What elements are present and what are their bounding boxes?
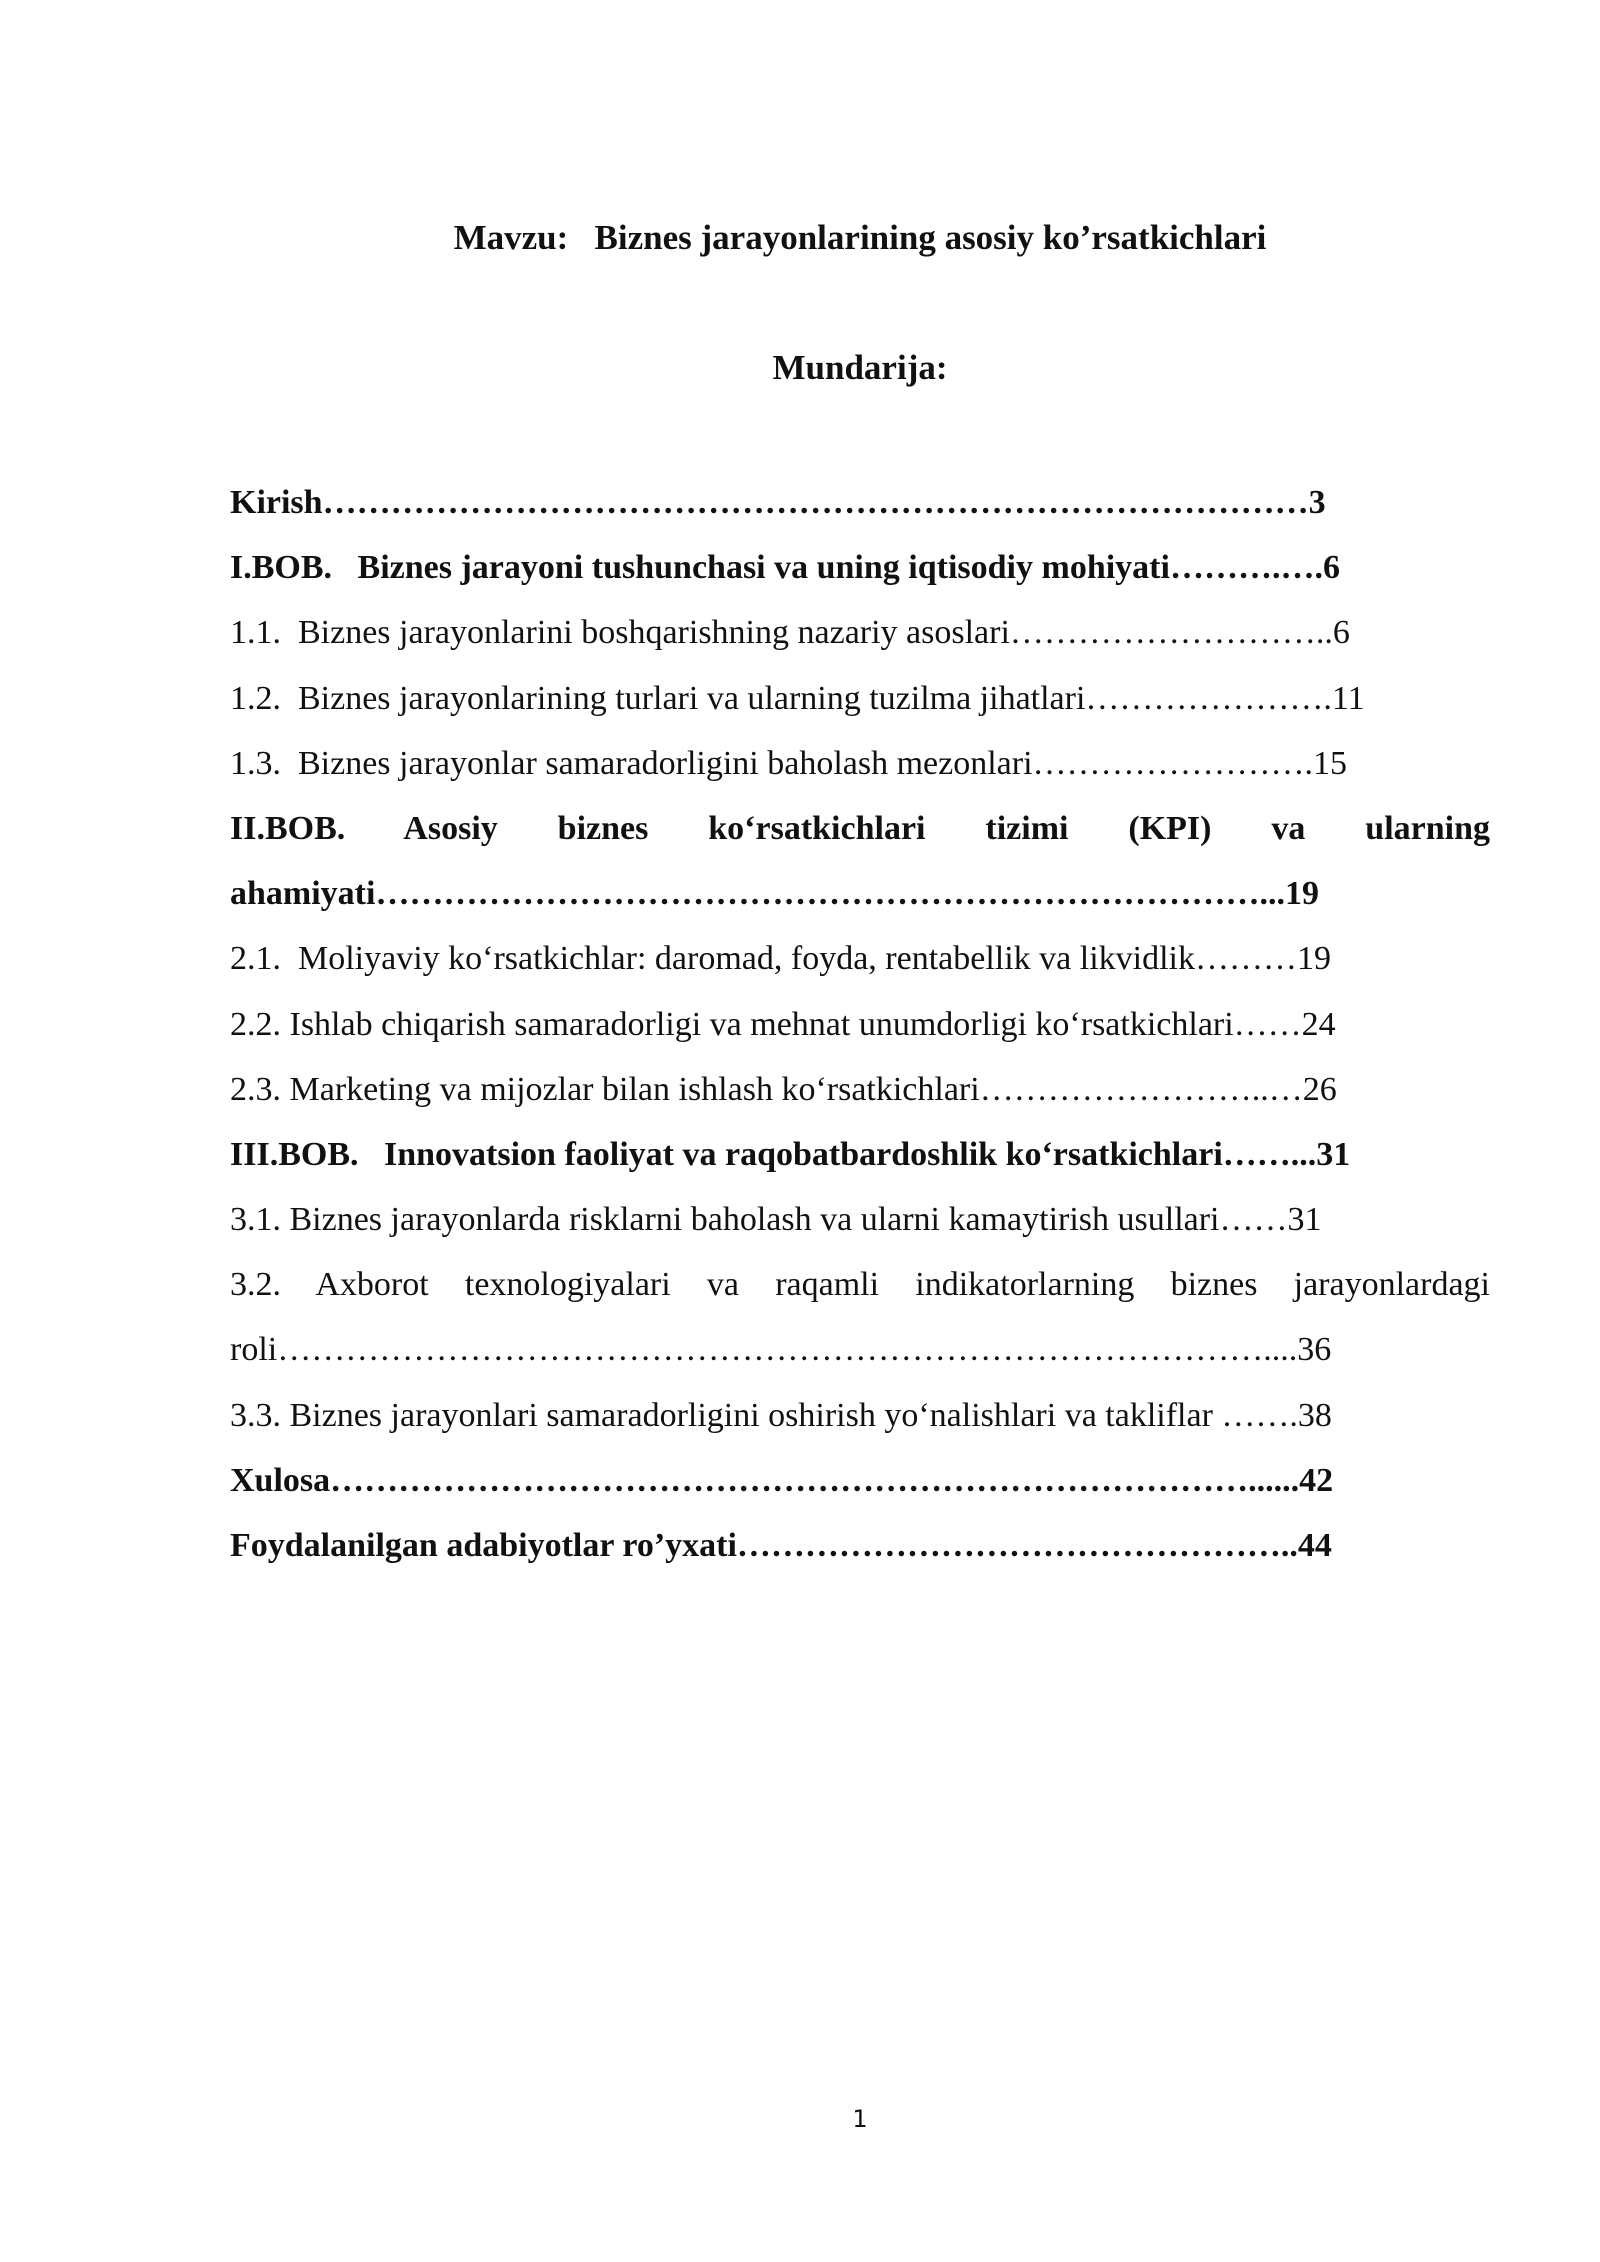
toc-line: 3.1. Biznes jarayonlarda risklarni baholash va ularni kamaytirish usullari……31 (230, 1201, 1322, 1239)
toc-line: roli……………………………………………………………………………....36 (230, 1331, 1332, 1369)
page-number: 1 (852, 2105, 868, 2133)
page-title: Mavzu: Biznes jarayonlarining asosiy ko’rsatkichlari (453, 218, 1267, 257)
toc-line: 2.1. Moliyaviy ko‘rsatkichlar: daromad, foyda, rentabellik va likvidlik………19 (230, 940, 1331, 978)
toc-line: III.BOB. Innovatsion faoliyat va raqobatbardoshlik ko‘rsatkichlari……...31 (230, 1135, 1351, 1173)
toc-line: 1.2. Biznes jarayonlarining turlari va ularning tuzilma jihatlari………………….11 (230, 679, 1365, 717)
toc-line: ahamiyati……………………………………………………………………...19 (230, 875, 1319, 913)
toc-heading: Mundarija: (772, 348, 948, 387)
toc-line: 1.3. Biznes jarayonlar samaradorligini baholash mezonlari…………………….15 (230, 744, 1348, 782)
table-of-contents (230, 477, 1490, 1585)
toc-line: Foydalanilgan adabiyotlar ro’yxati…………………………………………..44 (230, 1527, 1332, 1564)
toc-line: 3.3. Biznes jarayonlari samaradorligini oshirish yo‘nalishlari va takliflar …….38 (230, 1396, 1332, 1434)
toc-line: 1.1. Biznes jarayonlarini boshqarishning nazariy asoslari………………………..6 (230, 614, 1350, 652)
toc-line: Xulosa………………………………………………………………………......42 (230, 1461, 1334, 1499)
toc-line: Kirish……………………………………………………………………………3 (230, 484, 1326, 521)
toc-line: 3.2. Axborot texnologiyalari va raqamli indikatorlarning biznes jarayonlardagi (230, 1266, 1490, 1304)
toc-line: II.BOB. Asosiy biznes ko‘rsatkichlari tizimi (KPI) va ularning (230, 809, 1490, 847)
toc-line: 2.2. Ishlab chiqarish samaradorligi va mehnat unumdorligi ko‘rsatkichlari……24 (230, 1005, 1336, 1043)
toc-line: I.BOB. Biznes jarayoni tushunchasi va uning iqtisodiy mohiyati……….….6 (230, 549, 1340, 587)
toc-line: 2.3. Marketing va mijozlar bilan ishlash ko‘rsatkichlari……………………..…26 (230, 1070, 1337, 1108)
